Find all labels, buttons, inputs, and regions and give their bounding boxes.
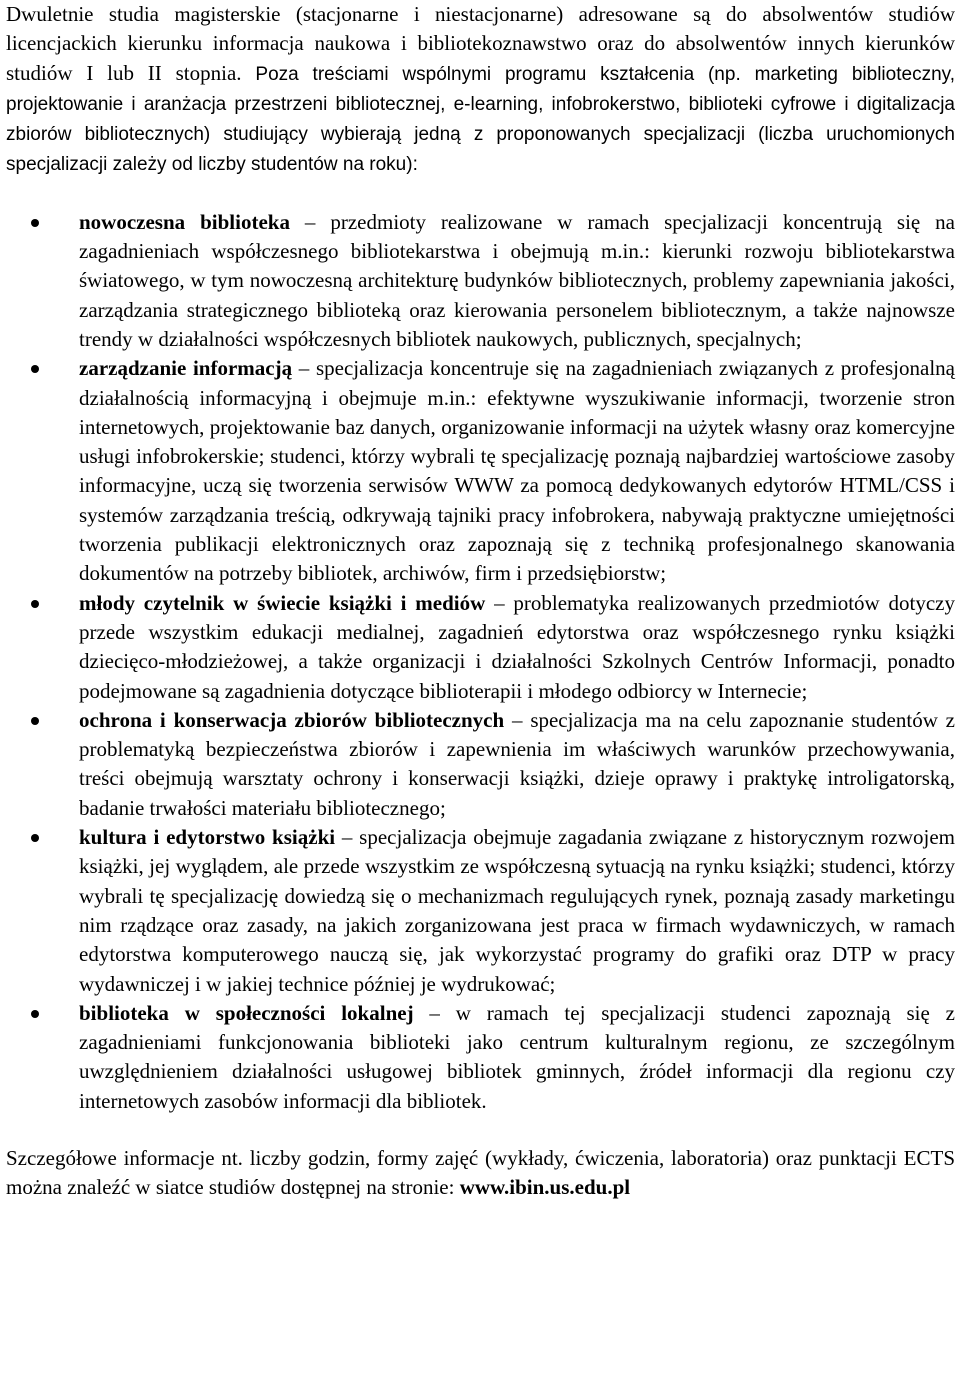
specialization-term: młody czytelnik w świecie książki i mediów xyxy=(79,590,486,615)
list-item xyxy=(79,823,955,999)
list-item xyxy=(79,999,955,1116)
specialization-description: – specjalizacja obejmuje zagadania związane z historycznym rozwojem książki, jej wyglądem, ale przede wszystkim ze współczesną sytuacją na rynku książki; studenci, którzy wybrali tę specjalizację dowiedzą się o mechanizmach regulujących rynek, poznają zasady marketingu nim rządzące oraz zasady, na jakich zorganizowana jest praca w firmach wydawniczych, w ramach edytorstwa komputerowego nauczą się, jak wykorzystać programy do grafiki oraz DTP w pracy wydawniczej i w jakiej technice później je wydrukować; xyxy=(79,825,955,996)
list-item xyxy=(79,706,955,823)
specialization-description: – specjalizacja ma na celu zapoznanie studentów z problematyką bezpieczeństwa zbiorów i zapewnienia im właściwych warunków przechowywania, treści obejmują warsztaty ochrony i konserwacji książki, dzieje oprawy i praktykę introligatorską, badanie trwałości materiału bibliotecznego; xyxy=(79,707,955,820)
list-item xyxy=(79,354,955,588)
specialization-term: nowoczesna biblioteka xyxy=(79,209,290,234)
bullet-icon xyxy=(31,834,39,842)
footer-paragraph xyxy=(6,1144,955,1203)
bullet-icon xyxy=(31,219,39,227)
bullet-icon xyxy=(31,365,39,373)
intro-text-part1: Dwuletnie studia magisterskie (stacjonarne i niestacjonarne) adresowane są do absolwentów studiów licencjackich kierunku informacja naukowa i bibliotekoznawstwo oraz do absolwentów innych kierunków studiów I lub II stopnia. xyxy=(6,2,955,85)
bullet-icon xyxy=(31,1010,39,1018)
specialization-description: – przedmioty realizowane w ramach specjalizacji koncentrują się na zagadnieniach współczesnego bibliotekarstwa i obejmują m.in.: kierunki rozwoju bibliotekarstwa światowego, w tym nowoczesną architekturę budynków bibliotecznych, problemy zapewniania jakości, zarządzania strategicznego biblioteką oraz kierowania personelem bibliotecznym, a także najnowsze trendy w działalności współczesnych bibliotek naukowych, publicznych, specjalnych; xyxy=(79,209,956,351)
intro-paragraph xyxy=(6,0,955,180)
bullet-icon xyxy=(31,717,39,725)
bullet-icon xyxy=(31,600,39,608)
intro-text-part2: Poza treściami wspólnymi programu kształcenia (np. marketing biblioteczny, projektowanie i aranżacja przestrzeni bibliotecznej, e-learning, infobrokerstwo, biblioteki cyfrowe i digitalizacja zbiorów bibliotecznych) studiujący wybierają jedną z proponowanych specjalizacji (liczba uruchomionych specjalizacji zależy od liczby studentów na roku): xyxy=(6,63,956,176)
specialization-term: biblioteka w społeczności lokalnej xyxy=(79,1000,414,1025)
specialization-term: ochrona i konserwacja zbiorów bibliotecznych xyxy=(79,707,505,732)
specialization-term: kultura i edytorstwo książki xyxy=(79,825,336,850)
website-link[interactable]: www.ibin.us.edu.pl xyxy=(459,1175,631,1200)
footer-text: Szczegółowe informacje nt. liczby godzin, formy zajęć (wykłady, ćwiczenia, laboratoria) oraz punktacji ECTS można znaleźć w siatce studiów dostępnej na stronie: xyxy=(6,1145,955,1200)
specializations-list xyxy=(6,208,955,1116)
specialization-term: zarządzanie informacją xyxy=(79,356,293,381)
list-item xyxy=(79,589,955,706)
specialization-description: – problematyka realizowanych przedmiotów dotyczy przede wszystkim edukacji medialnej, zagadnień edytorstwa oraz współczesnego rynku książki dziecięco-młodzieżowej, a także organizacji i działalności Szkolnych Centrów Informacji, ponadto podejmowane są zagadnienia dotyczące biblioterapii i młodego odbiorcy w Internecie; xyxy=(79,590,955,703)
specialization-description: – specjalizacja koncentruje się na zagadnieniach związanych z profesjonalną działalnością informacyjną i obejmuje m.in.: efektywne wyszukiwanie informacji, tworzenie stron internetowych, projektowanie baz danych, organizowanie informacji na użytek własny oraz komercyjne usługi infobrokerskie; studenci, którzy wybrali tę specjalizację poznają najbardziej wartościowe zasoby informacyjne, uczą się tworzenia serwisów WWW za pomocą dedykowanych edytorów HTML/CSS i systemów zarządzania treścią, odkrywają tajniki pracy infobrokera, nabywają praktyczne umiejętności tworzenia publikacji elektronicznych oraz zapoznają się z techniką profesjonalnego skanowania dokumentów na potrzeby bibliotek, archiwów, firm i przedsiębiorstw; xyxy=(79,356,955,586)
list-item xyxy=(79,208,955,354)
specialization-description: – w ramach tej specjalizacji studenci zapoznają się z zagadnieniami funkcjonowania biblioteki jako centrum kulturalnym regionu, ze szczególnym uwzględnieniem działalności usługowej bibliotek gminnych, źródeł informacji dla regionu czy internetowych zasobów informacji dla bibliotek. xyxy=(79,1000,955,1113)
